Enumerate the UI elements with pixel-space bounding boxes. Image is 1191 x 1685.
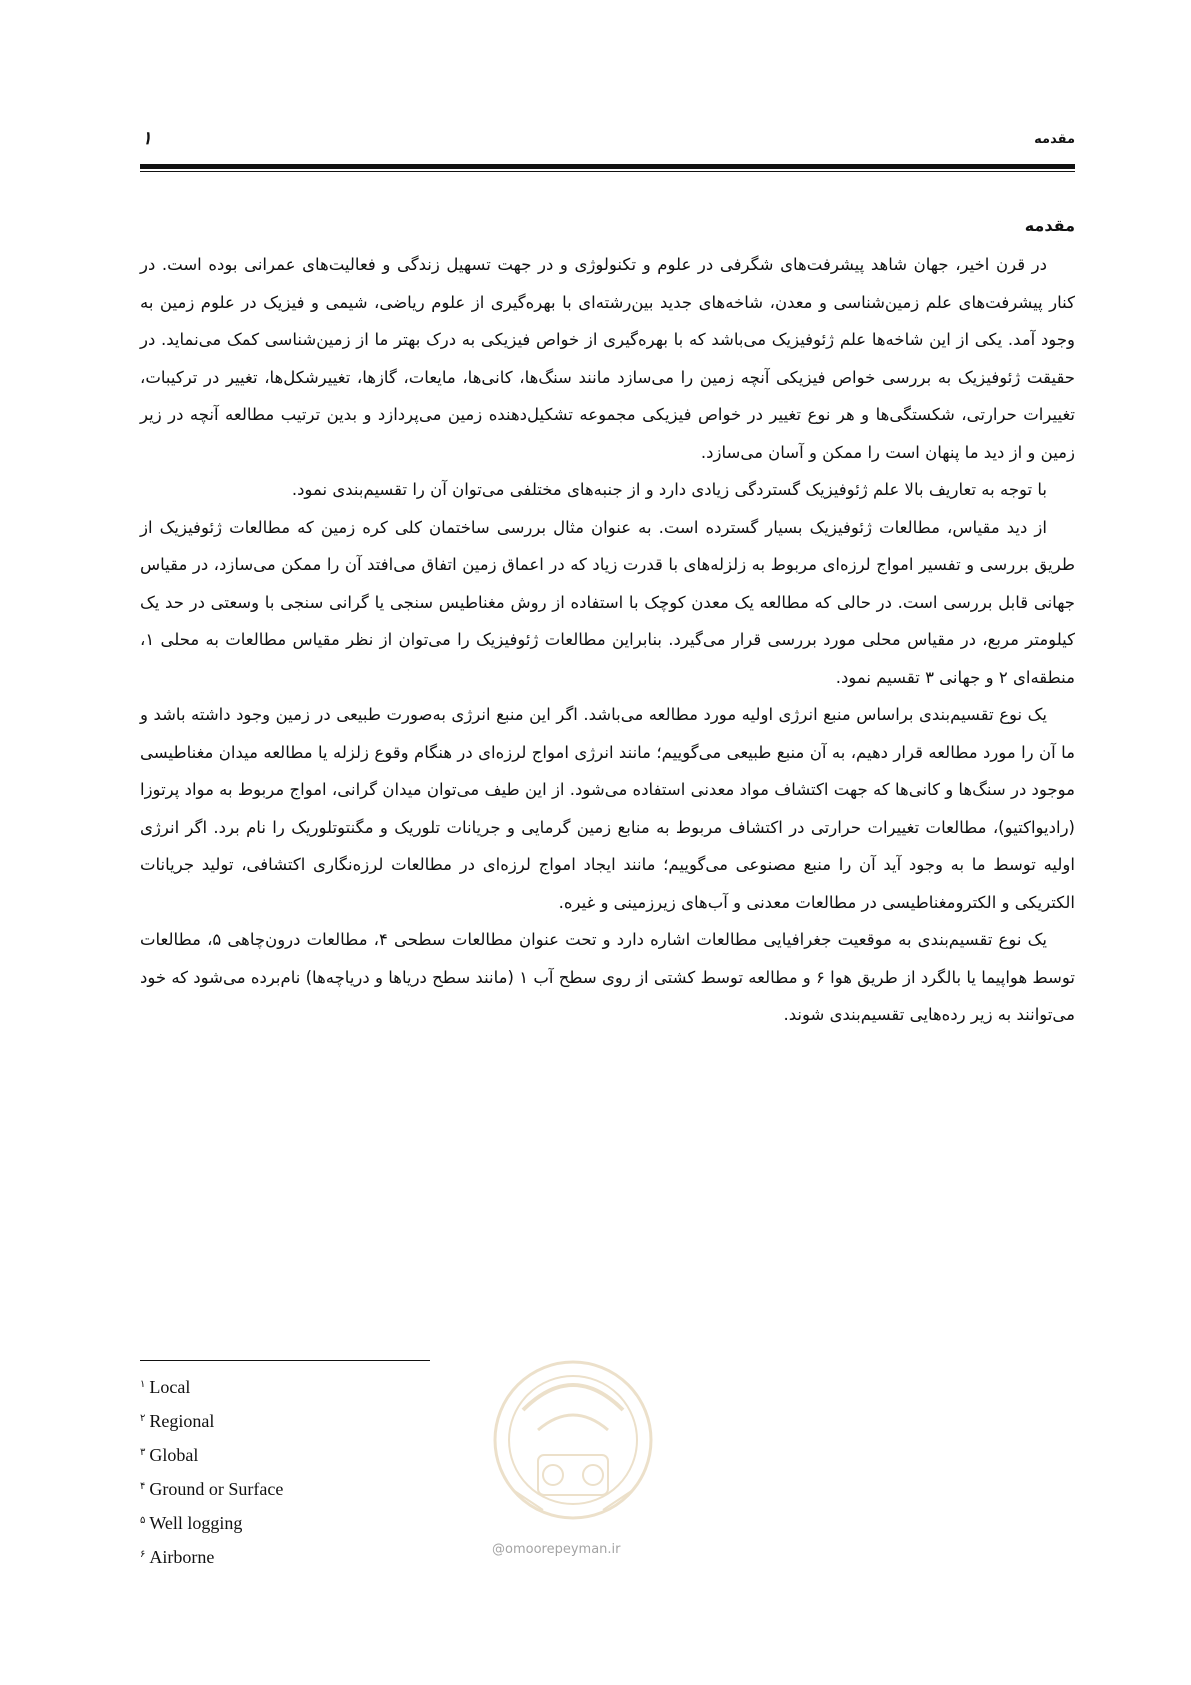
page-header (140, 128, 1075, 168)
paragraph-5: یک نوع تقسیم‌بندی به موقعیت جغرافیایی مطالعات اشاره دارد و تحت عنوان مطالعات سطحی ۴، مطالعات درون‌چاهی ۵، مطالعات توسط هواپیما یا بالگرد از طریق هوا ۶ و مطالعه توسط کشتی از روی سطح آب ۱ (مانند سطح دریاها و دریاچه‌ها) نام‌برده می‌شود که خود می‌توانند به زیر رده‌هایی تقسیم‌بندی شوند. (140, 930, 1075, 1024)
paragraph-2: با توجه به تعاریف بالا علم ژئوفیزیک گستردگی زیادی دارد و از جنبه‌های مختلفی می‌توان آن را تقسیم‌بندی نمود. (291, 480, 1047, 499)
footnote-rule (140, 1360, 430, 1361)
footnote-item (140, 1508, 540, 1542)
footnote-number: ۱ (140, 1379, 146, 1390)
footnote-number: ۶ (140, 1549, 146, 1560)
footnote-number: ۳ (140, 1447, 146, 1458)
footnote-number: ۲ (140, 1413, 146, 1424)
footnote-text: Local (149, 1377, 191, 1397)
footnote-text: Regional (149, 1411, 215, 1431)
footnote-text: Ground or Surface (149, 1479, 284, 1499)
footnote-item (140, 1372, 540, 1406)
footnote-number: ۴ (140, 1481, 146, 1492)
section-title: مقدمه (1024, 216, 1075, 235)
paragraph-4: یک نوع تقسیم‌بندی براساس منبع انرژی اولیه مورد مطالعه می‌باشد. اگر این منبع انرژی به‌صورت طبیعی در زمین وجود داشته باشد و ما آن را مورد مطالعه قرار دهیم، به آن منبع طبیعی می‌گوییم؛ مانند انرژی امواج لرزه‌ای در هنگام وقوع زلزله یا مطالعه میدان مغناطیسی موجود در سنگ‌ها و کانی‌ها که جهت اکتشاف مواد معدنی استفاده می‌شود. از این طیف می‌توان میدان گرانی، امواج مربوط به مواد پرتوزا (رادیواکتیو)، مطالعات تغییرات حرارتی در اکتشاف مربوط به منابع زمین گرمایی و جریانات تلوریک و مگنتوتلوریک را نام برد. اگر انرژی اولیه توسط ما به وجود آید آن را منبع مصنوعی می‌گوییم؛ مانند ایجاد امواج لرزه‌ای در مطالعات لرزه‌نگاری اکتشافی، تولید جریانات الکتریکی و الکترومغناطیسی در مطالعات معدنی و آب‌های زیرزمینی و غیره. (140, 705, 1075, 912)
footnote-item (140, 1406, 540, 1440)
footnote-item (140, 1440, 540, 1474)
footnote-text: Global (149, 1445, 199, 1465)
footnotes (140, 1372, 540, 1576)
main-content (140, 214, 1075, 1034)
footnote-item (140, 1542, 540, 1576)
footnote-number: ۵ (140, 1515, 146, 1526)
running-header-title: مقدمه (1034, 132, 1075, 147)
header-rule-thin (140, 171, 1075, 172)
paragraph-3: از دید مقیاس، مطالعات ژئوفیزیک بسیار گسترده است. به عنوان مثال بررسی ساختمان کلی کره زمین که مطالعات ژئوفیزیک از طریق بررسی و تفسیر امواج لرزه‌ای مربوط به زلزله‌های با قدرت زیاد که در اعماق زمین اتفاق می‌افتد آن را ممکن می‌سازد، در مقیاس جهانی قابل بررسی است. در حالی که مطالعه یک معدن کوچک با استفاده از روش مغناطیس سنجی یا گرانی سنجی با وسعتی در حد یک کیلومتر مربع، در مقیاس محلی مورد بررسی قرار می‌گیرد. بنابراین مطالعات ژئوفیزیک را می‌توان از نظر مقیاس مطالعات به محلی ۱، منطقه‌ای ۲ و جهانی ۳ تقسیم نمود. (140, 517, 1075, 687)
footnote-text: Airborne (149, 1547, 215, 1567)
header-rule-thick (140, 164, 1075, 169)
paragraph-1: در قرن اخیر، جهان شاهد پیشرفت‌های شگرفی در علوم و تکنولوژی و در جهت تسهیل زندگی و فعالیت‌های عمرانی بوده است. در کنار پیشرفت‌های علم زمین‌شناسی و معدن، شاخه‌های جدید بین‌رشته‌ای با بهره‌گیری از علوم ریاضی، شیمی و فیزیک در علوم زمین به وجود آمد. یکی از این شاخه‌ها علم ژئوفیزیک می‌باشد که با بهره‌گیری از خواص فیزیکی به درک بهتر ما از زمین‌شناسی کمک می‌نماید. در حقیقت ژئوفیزیک به بررسی خواص فیزیکی آنچه زمین را می‌سازد مانند سنگ‌ها، کانی‌ها، مایعات، گازها، تغییرشکل‌ها، تغییر در ترکیبات، تغییرات حرارتی، شکستگی‌ها و هر نوع تغییر در خواص فیزیکی مجموعه تشکیل‌دهنده زمین می‌پردازد و بدین ترتیب مطالعه آنچه در زیر زمین و از دید ما پنهان است را ممکن و آسان می‌سازد. (140, 255, 1075, 462)
footnote-text: Well logging (149, 1513, 243, 1533)
page-number: ۱ (142, 128, 152, 149)
footnote-item (140, 1474, 540, 1508)
watermark-caption: @omoorepeyman.ir (492, 1542, 621, 1557)
watermark-logo-icon (483, 1340, 663, 1570)
